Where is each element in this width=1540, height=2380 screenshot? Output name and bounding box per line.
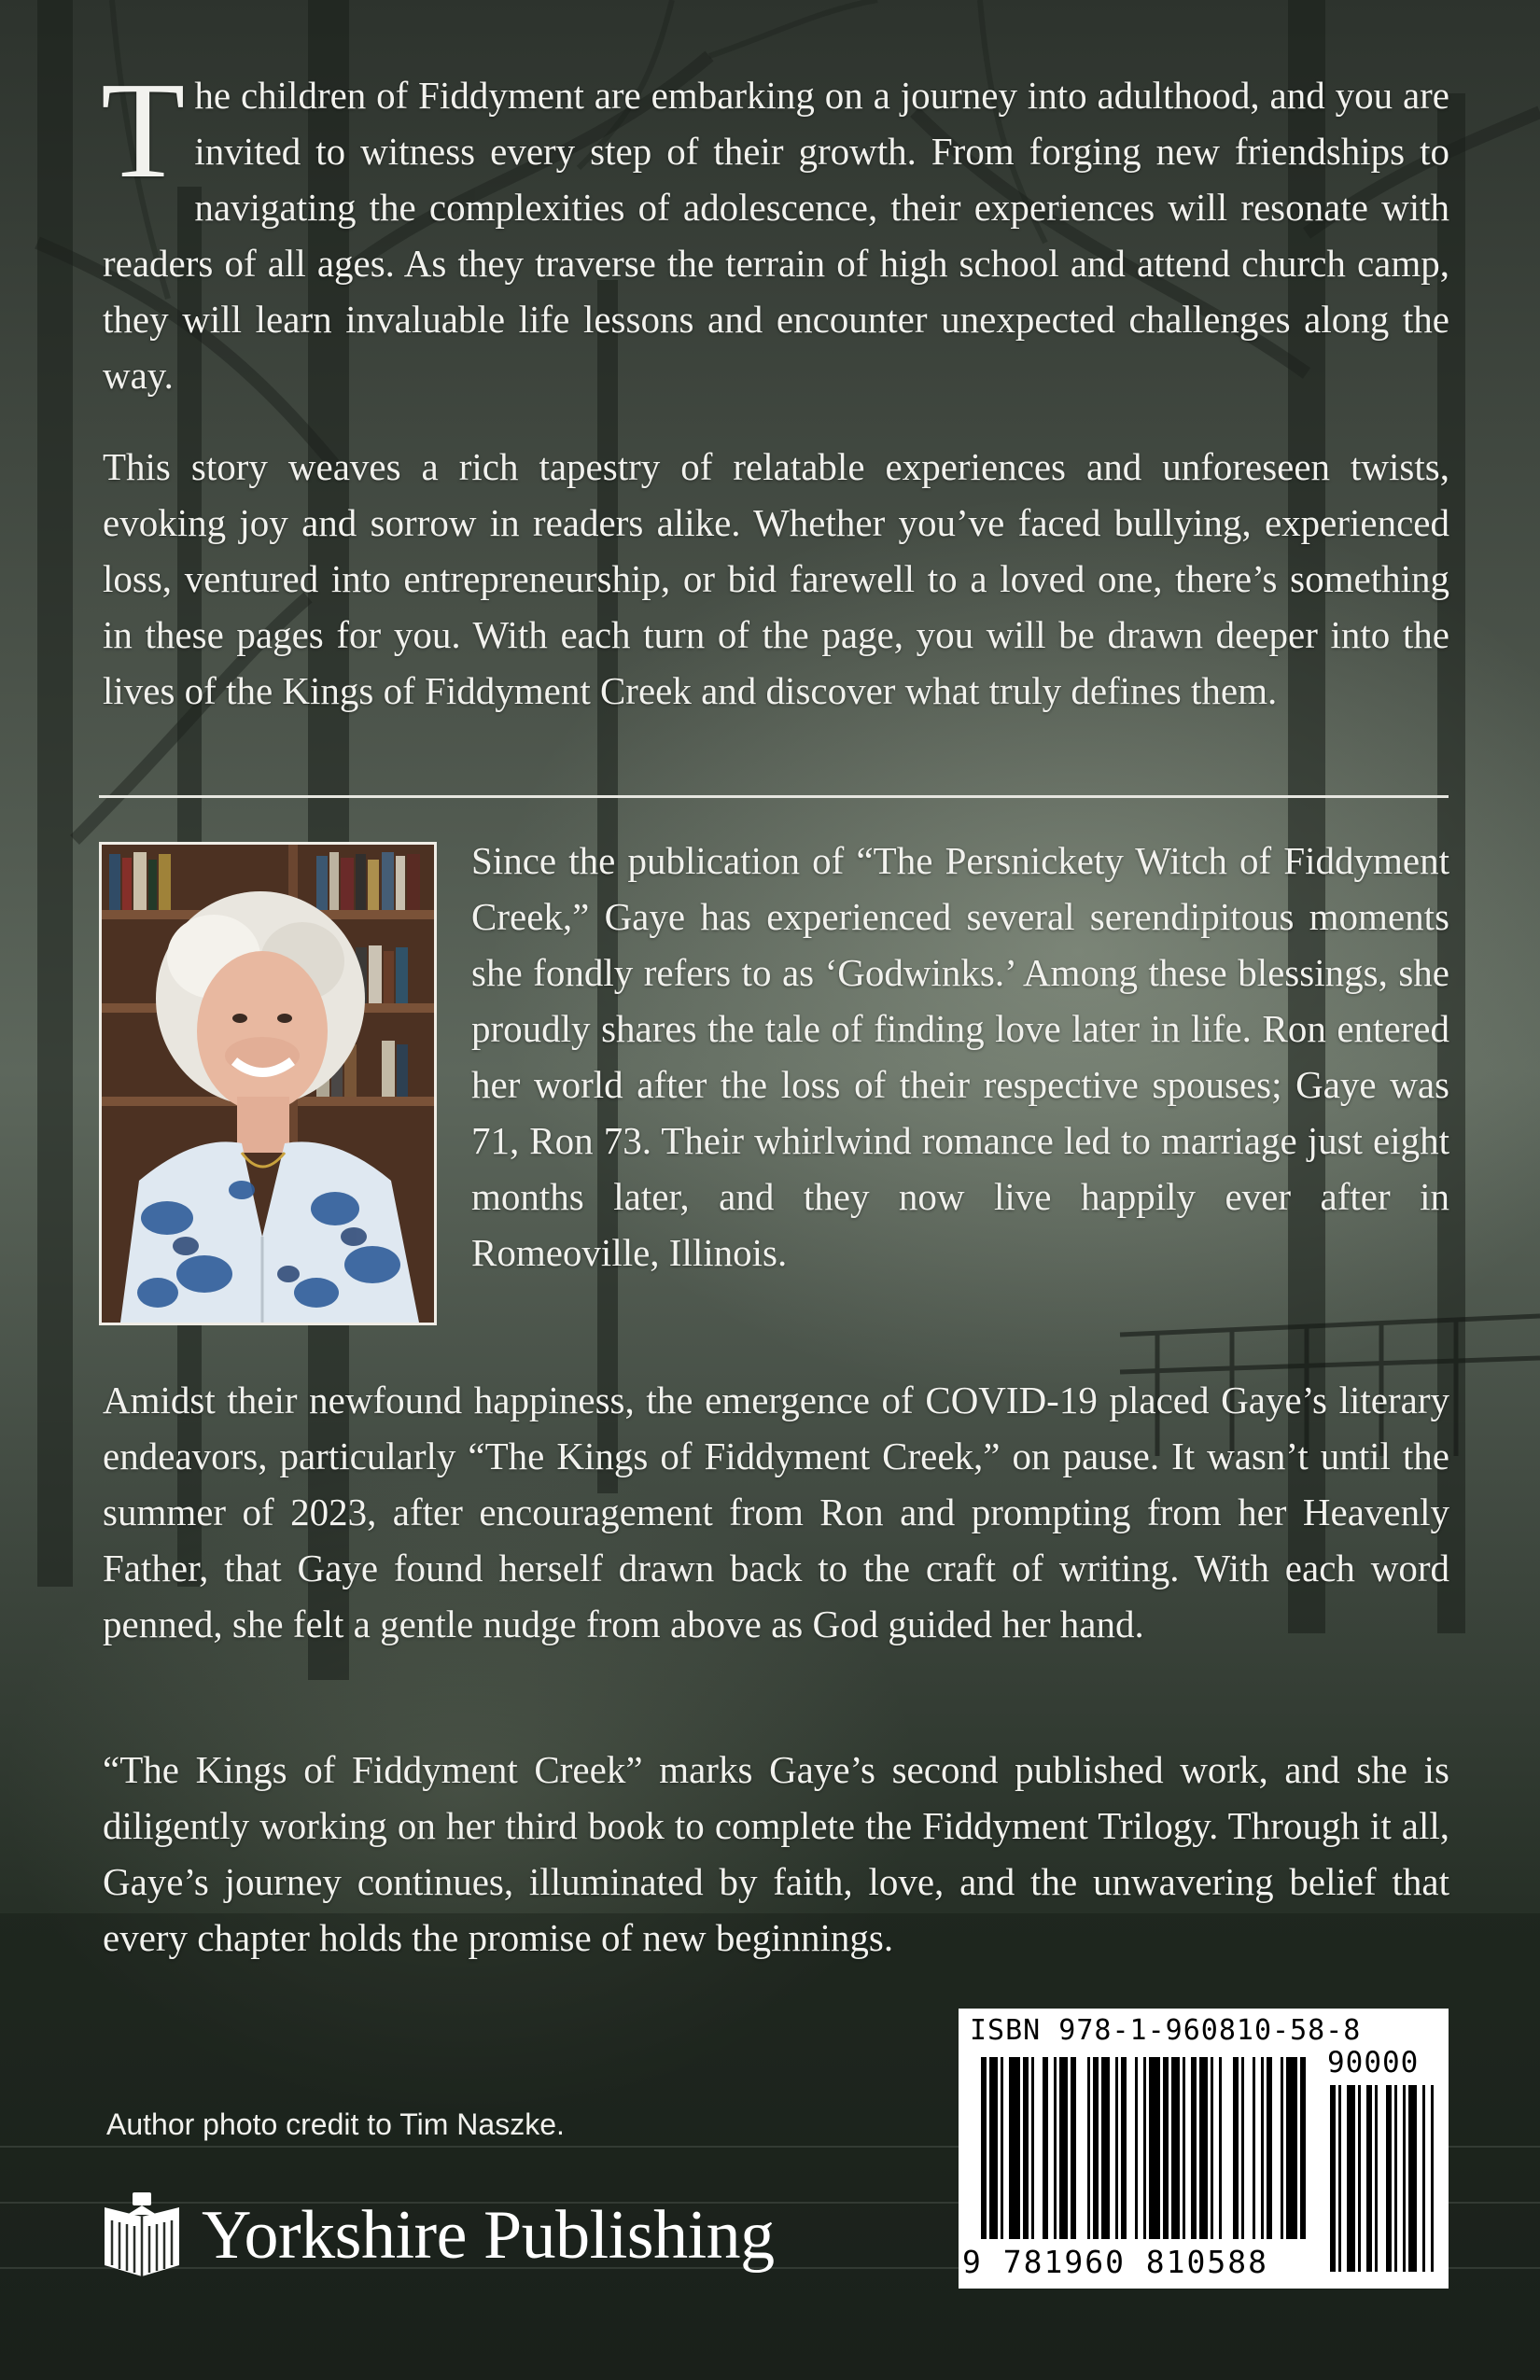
barcode-bar [1211,2057,1213,2239]
barcode-bar [1087,2057,1090,2239]
barcode-addon-bar [1330,2085,1336,2272]
description-paragraph-2: This story weaves a rich tapestry of relatable experiences and unforeseen twists, evoking joy and sorrow in readers alike. Whether you’ve faced bullying, experienced loss, ventured into entrepreneurship, or bid farewell to a loved one, there’s something in these pages for you. With each turn of the page, you will be drawn deeper into the lives of the Kings of Fiddyment Creek and discover what truly defines them. [103,445,1449,712]
barcode-addon-bar [1347,2085,1355,2272]
photo-credit: Author photo credit to Tim Naszke. [106,2107,565,2141]
barcode-bar [1054,2057,1057,2239]
barcode-digits: 9 781960 810588 [962,2244,1269,2280]
barcode-bar [1115,2057,1118,2239]
barcode-addon-bar [1422,2085,1425,2272]
author-bio-paragraph-3: “The Kings of Fiddyment Creek” marks Gaye’s second published work, and she is diligently working on her third book to complete the Fiddyment Trilogy. Through it all, Gaye’s journey continues, illuminated by faith, love, and the unwavering belief that every chapter holds the promise of new beginnings. [103,1748,1449,1959]
barcode-bar [1261,2057,1264,2239]
isbn-barcode [959,2009,1449,2289]
open-book-icon [99,2191,185,2280]
barcode-addon-bar [1431,2085,1434,2272]
publisher-logo [99,2189,775,2282]
barcode-bar [1071,2057,1076,2239]
barcode-bar [1281,2057,1283,2239]
barcode-bar [1241,2057,1244,2239]
barcode-bar [1199,2057,1208,2239]
barcode-bar [1093,2057,1099,2239]
barcode-addon-bar [1366,2085,1372,2272]
barcode-bar [1219,2057,1222,2239]
author-photo [99,842,437,1325]
barcode-bar [1023,2057,1029,2239]
publisher-name: Yorkshire Publishing [202,2196,775,2274]
barcode-bar [1143,2057,1146,2239]
barcode-bar [989,2057,998,2239]
barcode-bar [1300,2057,1306,2239]
barcode-addon-bar [1408,2085,1417,2272]
author-bio-paragraph-1: Since the publication of “The Persnickety Witch of Fiddyment Creek,” Gaye has experienced several serendipitous moments she fondly refers to as ‘Godwinks.’ Among these blessings, she proudly shares the tale of finding love later in life. Ron entered her world after the loss of their respective spouses; Gaye was 71, Ron 73. Their whirlwind romance led to marriage just eight months later, and they now live happily ever after in Romeoville, Illinois. [471,839,1449,1274]
isbn-label: ISBN 978-1-960810-58-8 [970,2014,1362,2047]
barcode-addon-bar [1338,2085,1341,2272]
barcode-bar [1149,2057,1160,2239]
description-paragraph-1 [101,54,1449,403]
barcode-bar [1101,2057,1110,2239]
barcode-bar [1163,2057,1169,2239]
barcode-bar [1135,2057,1138,2239]
paragraph-1-text: he children of Fiddyment are embarking on a journey into adulthood, and you are invited to witness every step of their growth. From forging new friendships to navigating the complexities of adolescence, their experiences will resonate with readers of all ages. As they traverse the terrain of high school and attend church camp, they will learn invaluable life lessons and encounter unexpected challenges along the way. [103,74,1449,397]
barcode-addon-bar [1394,2085,1397,2272]
barcode-bar [1009,2057,1020,2239]
barcode-bar [1121,2057,1127,2239]
barcode-bar [1043,2057,1048,2239]
barcode-bar [981,2057,987,2239]
barcode-addon-bar [1386,2085,1392,2272]
barcode-bar [1001,2057,1003,2239]
barcode-bar [1267,2057,1272,2239]
barcode-bar [1183,2057,1185,2239]
barcode-bar [1191,2057,1197,2239]
barcode-addon-bar [1403,2085,1406,2272]
drop-cap: T [101,54,186,207]
barcode-bar [1286,2057,1297,2239]
barcode-bar [1253,2057,1255,2239]
section-divider [99,795,1449,798]
barcode-bar [1059,2057,1068,2239]
barcode-bar [1233,2057,1239,2239]
barcode-bar [1031,2057,1034,2239]
barcode-bar [1171,2057,1180,2239]
barcode-addon-bar [1375,2085,1378,2272]
barcode-addon-bar [1358,2085,1361,2272]
author-bio-paragraph-2: Amidst their newfound happiness, the emergence of COVID-19 placed Gaye’s literary endeavors, particularly “The Kings of Fiddyment Creek,” on pause. It wasn’t until the summer of 2023, after encouragement from Ron and prompting from her Heavenly Father, that Gaye found herself drawn back to the craft of writing. With each word penned, she felt a gentle nudge from above as God guided her hand. [103,1379,1449,1645]
barcode-addon-digits: 90000 [1327,2046,1420,2079]
